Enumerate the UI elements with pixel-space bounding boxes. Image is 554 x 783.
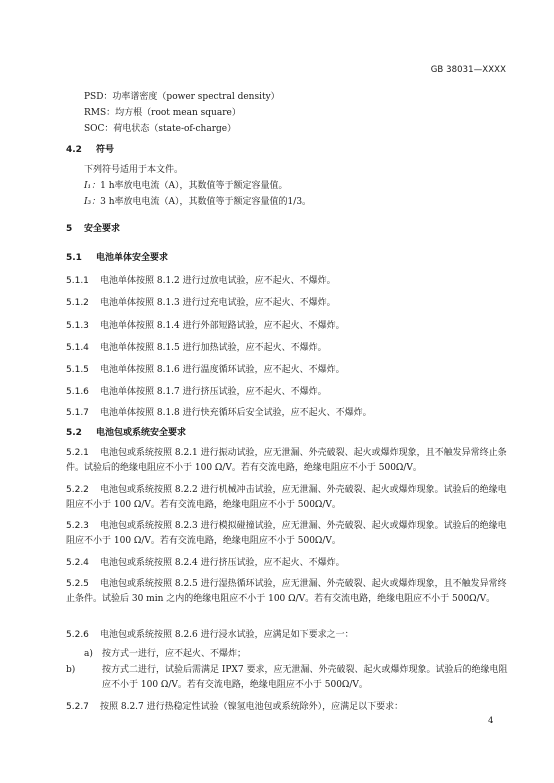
clause-5-1-5: 5.1.5 电池单体按照 8.1.6 进行温度循环试验，应不起火、不爆炸。 [66, 365, 345, 375]
clause-5-2-6: 5.2.6 电池包或系统按照 8.2.6 进行浸水试验，应满足如下要求之一： [66, 630, 354, 640]
clause-5-1-1: 5.1.1 电池单体按照 8.1.2 进行过放电试验，应不起火、不爆炸。 [66, 276, 336, 286]
section-5-1-heading: 5.1 电池单体安全要求 [66, 253, 169, 263]
clause-5-1-3: 5.1.3 电池单体按照 8.1.4 进行外部短路试验，应不起火、不爆炸。 [66, 321, 345, 331]
clause-5-1-4: 5.1.4 电池单体按照 8.1.5 进行加热试验，应不起火、不爆炸。 [66, 343, 327, 353]
clause-5-1-2: 5.1.2 电池单体按照 8.1.3 进行过充电试验，应不起火、不爆炸。 [66, 298, 336, 308]
section-4-2-heading: 4.2 符号 [66, 145, 115, 155]
clause-5-2-6-item-a: a) 按方式一进行，应不起火、不爆炸； [84, 649, 247, 659]
clause-5-1-6: 5.1.6 电池单体按照 8.1.7 进行挤压试验，应不起火、不爆炸。 [66, 387, 327, 397]
clause-5-2-6-item-b: b) 按方式二进行，试验后需满足 IPX7 要求，应无泄漏、外壳破裂、起火或爆炸现象。试验后的绝缘电阻应不小于 100 Ω/V。若有交流电路，绝缘电阻应不小于 500Ω/V。 [66, 665, 508, 690]
standard-code: GB 38031—XXXX [430, 65, 506, 75]
clause-5-2-3: 5.2.3 电池包或系统按照 8.2.3 进行模拟碰撞试验，应无泄漏、外壳破裂、起火或爆炸现象。试验后的绝缘电阻应不小于 100 Ω/V。若有交流电路，绝缘电阻应不小于 500Ω/V。 [66, 521, 507, 546]
clause-5-2-2: 5.2.2 电池包或系统按照 8.2.2 进行机械冲击试验，应无泄漏、外壳破裂、起火或爆炸现象。试验后的绝缘电阻应不小于 100 Ω/V。若有交流电路，绝缘电阻应不小于 500Ω/V。 [66, 485, 507, 510]
abbreviation-soc: SOC：荷电状态（state-of-charge） [84, 124, 237, 134]
page-number: 4 [488, 716, 494, 726]
section-5-heading: 5 安全要求 [66, 224, 121, 234]
abbreviation-psd: PSD：功率谱密度（power spectral density） [84, 92, 280, 102]
clause-5-2-1: 5.2.1 电池包或系统按照 8.2.1 进行振动试验，应无泄漏、外壳破裂、起火或爆炸现象，且不触发异常终止条件。试验后的绝缘电阻应不小于 100 Ω/V。若有交流电路，绝缘电阻应不小于 500Ω/V。 [66, 448, 507, 473]
clause-5-2-7: 5.2.7 按照 8.2.7 进行热稳定性试验（镍氢电池包或系统除外），应满足以下要求： [66, 702, 404, 712]
clause-5-1-7: 5.1.7 电池单体按照 8.1.8 进行快充循环后安全试验，应不起火、不爆炸。 [66, 408, 372, 418]
symbol-item-i1: I₁：1 h率放电电流（A），其数值等于额定容量值。 [84, 181, 288, 191]
abbreviation-rms: RMS：均方根（root mean square） [84, 108, 241, 118]
symbol-item-i3: I₃：3 h率放电电流（A），其数值等于额定容量值的1/3。 [84, 197, 312, 207]
clause-5-2-4: 5.2.4 电池包或系统按照 8.2.4 进行挤压试验，应不起火、不爆炸。 [66, 558, 345, 568]
symbols-intro: 下列符号适用于本文件。 [84, 165, 184, 175]
section-5-2-heading: 5.2 电池包或系统安全要求 [66, 428, 187, 438]
clause-5-2-5: 5.2.5 电池包或系统按照 8.2.5 进行湿热循环试验，应无泄漏、外壳破裂、起火或爆炸现象，且不触发异常终止条件。试验后 30 min 之内的绝缘电阻应不小于 100 Ω/V。若有交流电路，绝缘电阻应不小于 500Ω/V。 [66, 579, 507, 604]
